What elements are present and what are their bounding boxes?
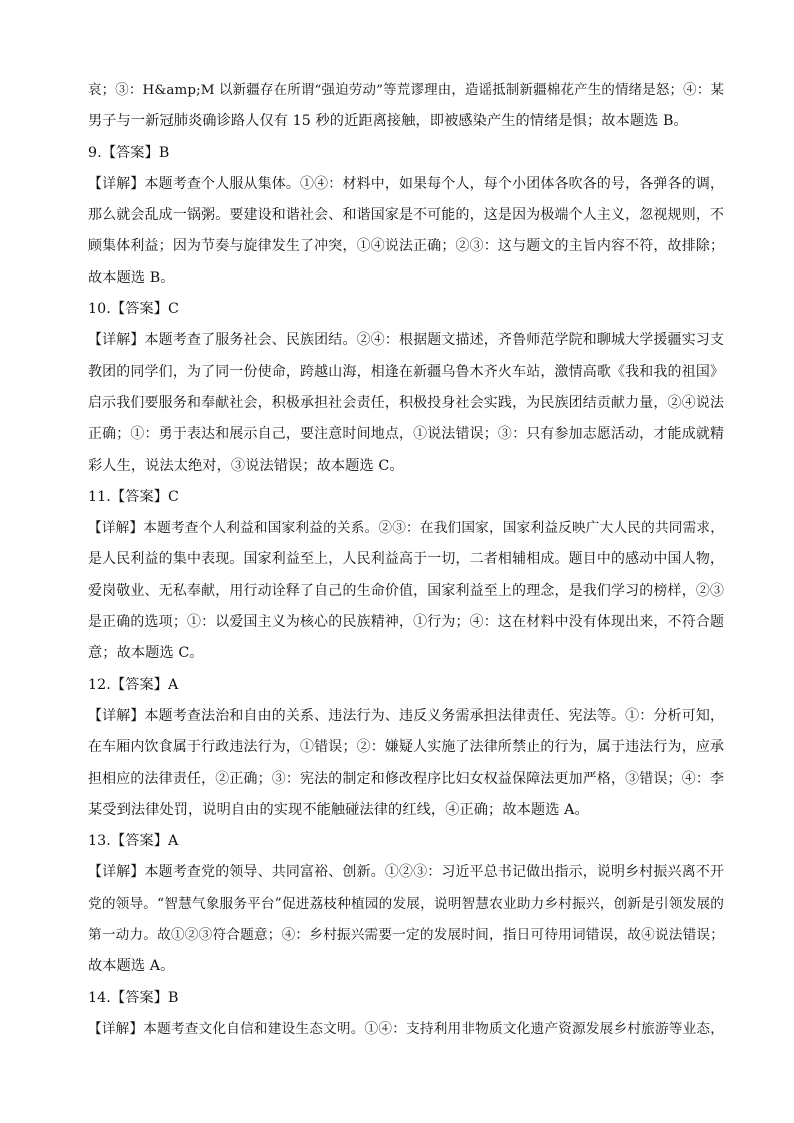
answer-heading: 11.【答案】C [88,488,179,505]
text-line: 某受到法律处罚，说明自由的实现不能触碰法律的红线，④正确；故本题选 A。 [88,801,589,818]
answer-heading: 9.【答案】B [88,144,170,161]
text-line: 彩人生，说法太绝对，③说法错误；故本题选 C。 [88,457,404,474]
text-line: 是人民利益的集中表现。国家利益至上，人民利益高于一切，二者相辅相成。题目中的感动中国人物， [88,551,724,568]
text-line: 【详解】本题考查党的领导、共同富裕、创新。①②③：习近平总书记做出指示，说明乡村振兴离不开 [88,864,724,881]
document-body [88,75,724,1045]
answer-heading: 13.【答案】A [88,833,179,850]
text-line: 【详解】本题考查个人服从集体。①④：材料中，如果每个人，每个小团体各吹各的号，各弹各的调， [88,175,724,192]
text-line: 顾集体利益；因为节奏与旋律发生了冲突，①④说法正确；②③：这与题文的主旨内容不符，故排除； [88,238,724,255]
text-line: 【详解】本题考查文化自信和建设生态文明。①④：支持利用非物质文化遗产资源发展乡村旅游等业态， [88,1020,724,1037]
text-line: 男子与一新冠肺炎确诊路人仅有 15 秒的近距离接触，即被感染产生的情绪是惧；故本题选 B。 [88,113,688,130]
text-line: 在车厢内饮食属于行政违法行为，①错误；②：嫌疑人实施了法律所禁止的行为，属于违法行为，应承 [88,739,724,756]
text-line: 那么就会乱成一锅粥。要建设和谐社会、和谐国家是不可能的，这是因为极端个人主义，忽视规则，不 [88,207,724,224]
answer-heading: 10.【答案】C [88,301,179,318]
answer-heading: 14.【答案】B [88,989,179,1006]
text-line: 正确；①：勇于表达和展示自己，要注意时间地点，①说法错误；③：只有参加志愿活动，才能成就精 [88,426,724,443]
text-line: 担相应的法律责任，②正确；③：宪法的制定和修改程序比妇女权益保障法更加严格，③错误；④：李 [88,770,724,787]
answer-heading: 12.【答案】A [88,676,179,693]
text-line: 是正确的选项；①：以爱国主义为核心的民族精神，①行为；④：这在材料中没有体现出来，不符合题 [88,614,724,631]
text-line: 教团的同学们，为了同一份使命，跨越山海，相逢在新疆乌鲁木齐火车站，激情高歌《我和我的祖国》 [88,363,724,380]
text-line: 【详解】本题考查个人利益和国家利益的关系。②③：在我们国家，国家利益反映广大人民的共同需求， [88,520,724,537]
text-line: 【详解】本题考查了服务社会、民族团结。②④：根据题文描述，齐鲁师范学院和聊城大学援疆实习支 [88,332,724,349]
text-line: 故本题选 A。 [88,958,175,975]
text-line: 党的领导。“智慧气象服务平台”促进荔枝种植园的发展，说明智慧农业助力乡村振兴，创新是引领发展的 [88,895,724,912]
text-line: 故本题选 B。 [88,269,175,286]
text-line: 第一动力。故①②③符合题意；④：乡村振兴需要一定的发展时间，指日可待用词错误，故④说法错误； [88,927,724,944]
text-line: 意；故本题选 C。 [88,645,204,662]
text-line: 爱岗敬业、无私奉献，用行动诠释了自己的生命价值，国家利益至上的理念，是我们学习的榜样，②③ [88,582,724,599]
text-line: 启示我们要服务和奉献社会，积极承担社会责任，积极投身社会实践，为民族团结贡献力量，②④说法 [88,394,724,411]
text-line: 【详解】本题考查法治和自由的关系、违法行为、违反义务需承担法律责任、宪法等。①：分析可知， [88,707,724,724]
text-line: 哀；③：H&amp;M 以新疆存在所谓“强迫劳动”等荒谬理由，造谣抵制新疆棉花产生的情绪是怒；④：某 [88,83,724,98]
